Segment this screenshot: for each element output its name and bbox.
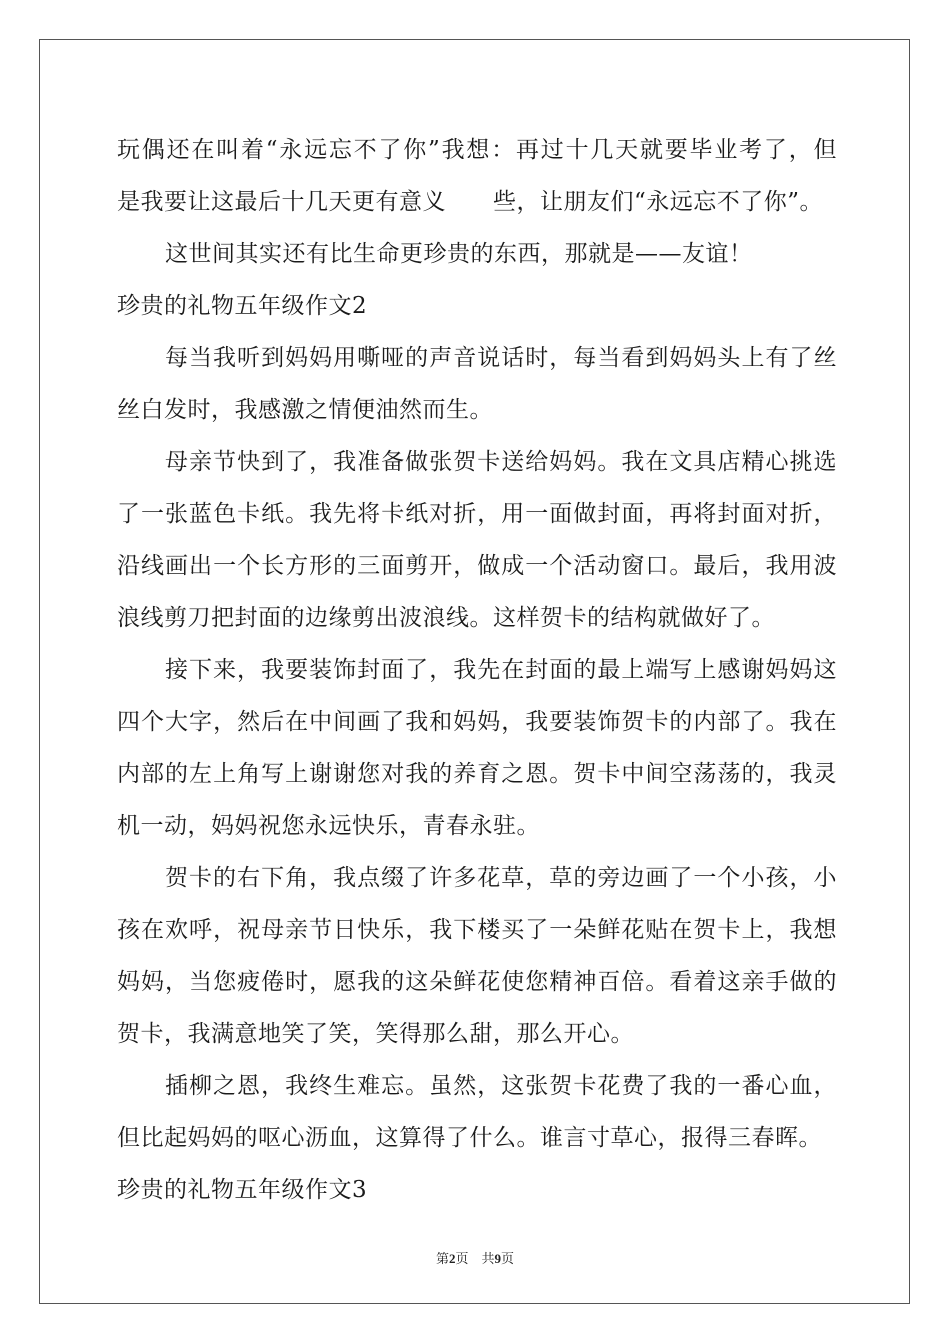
footer-suffix: 页	[501, 1251, 515, 1266]
section-heading: 珍贵的礼物五年级作文2	[117, 293, 368, 319]
paragraph-line: 贺卡的右下角，我点缀了许多花草，草的旁边画了一个小孩，小	[165, 865, 837, 891]
current-page-number: 2	[448, 1251, 456, 1266]
paragraph-line: 了一张蓝色卡纸。我先将卡纸对折，用一面做封面，再将封面对折，	[117, 501, 837, 527]
paragraph-line: 但比起妈妈的呕心沥血，这算得了什么。谁言寸草心，报得三春晖。	[117, 1125, 822, 1151]
footer-mid: 页 共	[455, 1251, 495, 1266]
paragraph-line: 母亲节快到了，我准备做张贺卡送给妈妈。我在文具店精心挑选	[165, 449, 837, 475]
paragraph-line: 每当我听到妈妈用嘶哑的声音说话时，每当看到妈妈头上有了丝	[165, 345, 837, 371]
paragraph-line: 浪线剪刀把封面的边缘剪出波浪线。这样贺卡的结构就做好了。	[117, 605, 775, 631]
paragraph-line: 丝白发时，我感激之情便油然而生。	[117, 397, 493, 423]
paragraph-line: 贺卡，我满意地笑了笑，笑得那么甜，那么开心。	[117, 1021, 634, 1047]
document-body	[117, 124, 837, 1216]
paragraph-line: 四个大字，然后在中间画了我和妈妈，我要装饰贺卡的内部了。我在	[117, 709, 837, 735]
paragraph-line: 机一动，妈妈祝您永远快乐，青春永驻。	[117, 813, 540, 839]
paragraph-line: 妈妈，当您疲倦时，愿我的这朵鲜花使您精神百倍。看着这亲手做的	[117, 969, 837, 995]
page-footer	[0, 1248, 950, 1267]
paragraph-line: 这世间其实还有比生命更珍贵的东西，那就是——友谊！	[165, 241, 753, 267]
footer-prefix: 第	[435, 1251, 449, 1266]
paragraph-line: 玩偶还在叫着“永远忘不了你”我想：再过十几天就要毕业考了，但	[117, 137, 837, 163]
section-heading: 珍贵的礼物五年级作文3	[117, 1177, 368, 1203]
paragraph-line: 是我要让这最后十几天更有意义 些，让朋友们“永远忘不了你”。	[117, 189, 824, 215]
total-page-count: 9	[494, 1251, 501, 1266]
paragraph-line: 接下来，我要装饰封面了，我先在封面的最上端写上感谢妈妈这	[165, 657, 837, 683]
paragraph-line: 插柳之恩，我终生难忘。虽然，这张贺卡花费了我的一番心血，	[165, 1073, 837, 1099]
paragraph-line: 孩在欢呼，祝母亲节日快乐，我下楼买了一朵鲜花贴在贺卡上，我想	[117, 917, 837, 943]
paragraph-line: 沿线画出一个长方形的三面剪开，做成一个活动窗口。最后，我用波	[117, 553, 837, 579]
paragraph-line: 内部的左上角写上谢谢您对我的养育之恩。贺卡中间空荡荡的，我灵	[117, 761, 837, 787]
